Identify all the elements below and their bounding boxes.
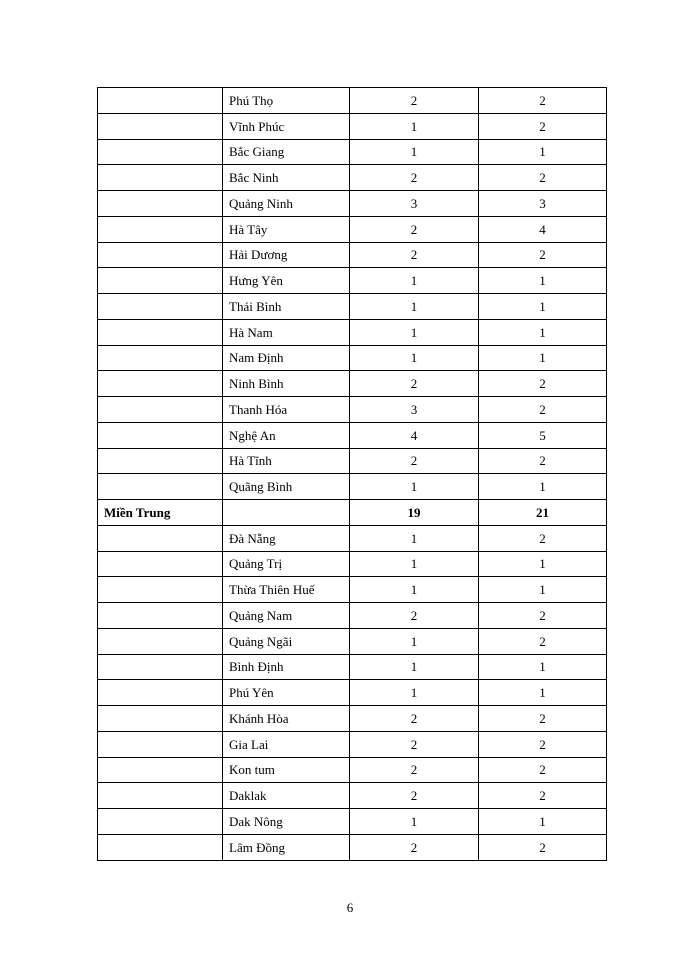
table-row <box>98 448 607 474</box>
region-row <box>98 500 607 526</box>
value-cell-2: 2 <box>479 731 607 757</box>
value-cell-1: 3 <box>350 191 479 217</box>
value-cell-2: 3 <box>479 191 607 217</box>
value-cell-2: 1 <box>479 268 607 294</box>
province-cell: Hải Dương <box>223 242 350 268</box>
value-cell-2: 2 <box>479 525 607 551</box>
value-cell-1: 1 <box>350 809 479 835</box>
table-row <box>98 345 607 371</box>
region-cell <box>98 422 223 448</box>
region-cell <box>98 603 223 629</box>
table-row <box>98 139 607 165</box>
table-row <box>98 88 607 114</box>
province-cell: Phú Thọ <box>223 88 350 114</box>
region-cell <box>98 294 223 320</box>
region-cell <box>98 345 223 371</box>
table-row <box>98 371 607 397</box>
province-cell: Khánh Hòa <box>223 706 350 732</box>
province-cell: Thừa Thiên Huế <box>223 577 350 603</box>
value-cell-1: 1 <box>350 577 479 603</box>
region-cell <box>98 191 223 217</box>
value-cell-2: 2 <box>479 113 607 139</box>
province-cell: Hà Nam <box>223 319 350 345</box>
value-cell-2: 1 <box>479 551 607 577</box>
table-row <box>98 706 607 732</box>
value-cell-1: 2 <box>350 757 479 783</box>
value-cell-2: 21 <box>479 500 607 526</box>
value-cell-1: 2 <box>350 834 479 860</box>
table-row <box>98 680 607 706</box>
value-cell-2: 2 <box>479 603 607 629</box>
value-cell-1: 1 <box>350 551 479 577</box>
table-row <box>98 525 607 551</box>
value-cell-2: 2 <box>479 371 607 397</box>
region-cell <box>98 680 223 706</box>
region-cell <box>98 268 223 294</box>
province-cell: Quảng Trị <box>223 551 350 577</box>
value-cell-2: 2 <box>479 706 607 732</box>
page-number: 6 <box>346 900 354 915</box>
table-row <box>98 422 607 448</box>
value-cell-2: 2 <box>479 165 607 191</box>
province-cell: Hưng Yên <box>223 268 350 294</box>
value-cell-2: 1 <box>479 577 607 603</box>
value-cell-1: 4 <box>350 422 479 448</box>
province-cell: Thái Bình <box>223 294 350 320</box>
region-cell <box>98 319 223 345</box>
region-cell <box>98 628 223 654</box>
region-cell <box>98 577 223 603</box>
province-cell: Ninh Bình <box>223 371 350 397</box>
value-cell-1: 1 <box>350 268 479 294</box>
province-cell: Daklak <box>223 783 350 809</box>
region-cell <box>98 371 223 397</box>
region-cell <box>98 731 223 757</box>
value-cell-1: 1 <box>350 139 479 165</box>
province-cell: Bắc Giang <box>223 139 350 165</box>
value-cell-1: 1 <box>350 345 479 371</box>
region-cell <box>98 654 223 680</box>
province-cell: Lâm Đồng <box>223 834 350 860</box>
value-cell-2: 1 <box>479 809 607 835</box>
province-cell: Quãng Bình <box>223 474 350 500</box>
region-cell <box>98 783 223 809</box>
region-cell <box>98 474 223 500</box>
table-row <box>98 628 607 654</box>
value-cell-2: 1 <box>479 294 607 320</box>
region-cell <box>98 139 223 165</box>
region-cell <box>98 242 223 268</box>
table-row <box>98 809 607 835</box>
table-row <box>98 757 607 783</box>
value-cell-1: 2 <box>350 706 479 732</box>
table-row <box>98 783 607 809</box>
table-row <box>98 268 607 294</box>
region-cell <box>98 448 223 474</box>
province-cell: Vĩnh Phúc <box>223 113 350 139</box>
value-cell-2: 2 <box>479 448 607 474</box>
table-row <box>98 242 607 268</box>
value-cell-2: 2 <box>479 628 607 654</box>
table-row <box>98 113 607 139</box>
province-cell: Kon tum <box>223 757 350 783</box>
value-cell-2: 2 <box>479 88 607 114</box>
table-row <box>98 294 607 320</box>
value-cell-1: 1 <box>350 525 479 551</box>
province-cell: Nghệ An <box>223 422 350 448</box>
table-row <box>98 731 607 757</box>
table-row <box>98 551 607 577</box>
value-cell-1: 2 <box>350 731 479 757</box>
table-row <box>98 577 607 603</box>
province-cell: Quảng Ninh <box>223 191 350 217</box>
value-cell-2: 2 <box>479 397 607 423</box>
region-cell <box>98 551 223 577</box>
value-cell-2: 1 <box>479 319 607 345</box>
value-cell-2: 2 <box>479 834 607 860</box>
value-cell-1: 1 <box>350 474 479 500</box>
value-cell-2: 4 <box>479 216 607 242</box>
table-row <box>98 216 607 242</box>
table-row <box>98 397 607 423</box>
province-cell: Bắc Ninh <box>223 165 350 191</box>
value-cell-1: 19 <box>350 500 479 526</box>
value-cell-1: 2 <box>350 242 479 268</box>
table-row <box>98 319 607 345</box>
table-row <box>98 834 607 860</box>
table-body <box>98 88 607 861</box>
value-cell-1: 2 <box>350 783 479 809</box>
value-cell-1: 1 <box>350 294 479 320</box>
value-cell-2: 1 <box>479 474 607 500</box>
value-cell-1: 1 <box>350 628 479 654</box>
province-cell: Gia Lai <box>223 731 350 757</box>
value-cell-1: 1 <box>350 654 479 680</box>
region-cell <box>98 113 223 139</box>
province-cell: Dak Nông <box>223 809 350 835</box>
value-cell-1: 2 <box>350 165 479 191</box>
value-cell-1: 2 <box>350 448 479 474</box>
value-cell-1: 3 <box>350 397 479 423</box>
value-cell-1: 1 <box>350 319 479 345</box>
value-cell-2: 1 <box>479 654 607 680</box>
region-cell <box>98 397 223 423</box>
value-cell-2: 1 <box>479 139 607 165</box>
table-row <box>98 603 607 629</box>
value-cell-1: 1 <box>350 113 479 139</box>
table-row <box>98 654 607 680</box>
province-cell: Hà Tĩnh <box>223 448 350 474</box>
region-cell <box>98 834 223 860</box>
value-cell-1: 2 <box>350 88 479 114</box>
province-cell: Thanh Hóa <box>223 397 350 423</box>
table-row <box>98 474 607 500</box>
province-cell: Nam Định <box>223 345 350 371</box>
table-row <box>98 165 607 191</box>
province-cell: Đà Nẵng <box>223 525 350 551</box>
value-cell-1: 2 <box>350 603 479 629</box>
value-cell-2: 1 <box>479 345 607 371</box>
region-cell <box>98 706 223 732</box>
region-cell <box>98 216 223 242</box>
region-cell <box>98 809 223 835</box>
value-cell-2: 2 <box>479 242 607 268</box>
region-cell <box>98 88 223 114</box>
table-row <box>98 191 607 217</box>
region-cell <box>98 525 223 551</box>
region-cell: Miền Trung <box>98 500 223 526</box>
province-cell: Quảng Nam <box>223 603 350 629</box>
value-cell-2: 5 <box>479 422 607 448</box>
value-cell-2: 2 <box>479 783 607 809</box>
province-cell: Bình Định <box>223 654 350 680</box>
province-table <box>97 87 607 861</box>
region-cell <box>98 757 223 783</box>
province-cell: Quảng Ngãi <box>223 628 350 654</box>
value-cell-1: 2 <box>350 371 479 397</box>
province-cell: Phú Yên <box>223 680 350 706</box>
value-cell-2: 2 <box>479 757 607 783</box>
province-cell: Hà Tây <box>223 216 350 242</box>
value-cell-2: 1 <box>479 680 607 706</box>
value-cell-1: 1 <box>350 680 479 706</box>
value-cell-1: 2 <box>350 216 479 242</box>
province-cell <box>223 500 350 526</box>
region-cell <box>98 165 223 191</box>
